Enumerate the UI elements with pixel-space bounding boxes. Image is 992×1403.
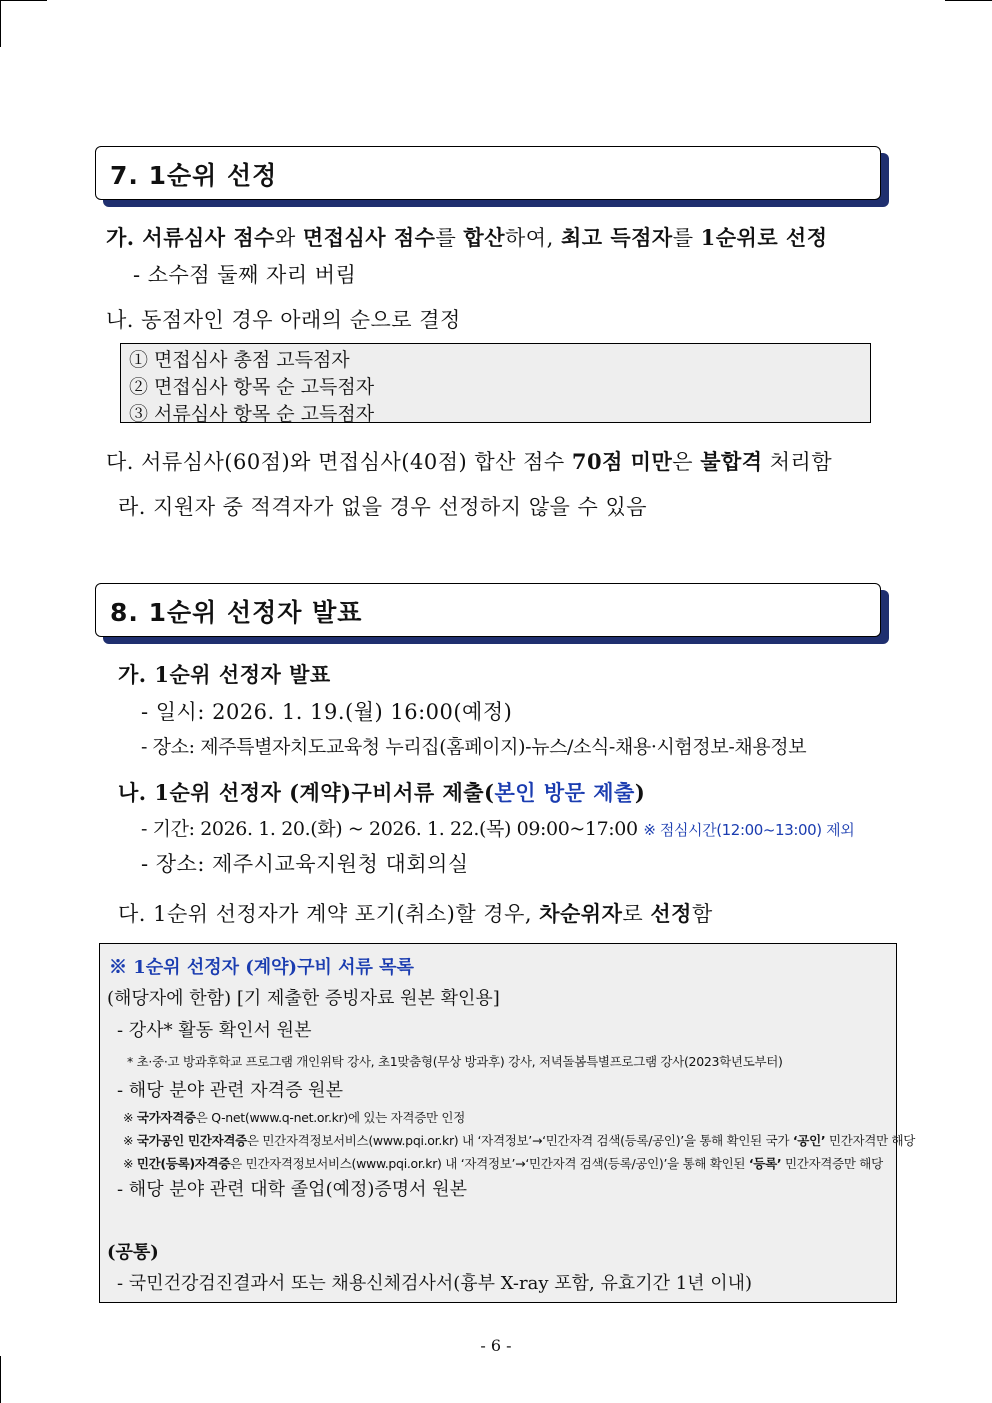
docs-item: - 해당 분야 관련 자격증 원본 bbox=[117, 1080, 343, 1101]
section7-title: 7. 1순위 선정 bbox=[110, 161, 278, 190]
docs-title: ※ 1순위 선정자 (계약)구비 서류 목록 bbox=[109, 957, 414, 978]
section7-da: 다. 서류심사(60점)와 면접심사(40점) 합산 점수 70점 미만은 불합격 처리함 bbox=[106, 449, 833, 474]
tie-item: ② 면접심사 항목 순 고득점자 bbox=[129, 376, 375, 398]
section8-ga: 가. 1순위 선정자 발표 bbox=[118, 662, 331, 687]
section8-ga-place: - 장소: 제주특별자치도교육청 누리집(홈페이지)-뉴스/소식-채용·시험정보-채용정보 bbox=[141, 736, 807, 758]
docs-applicable: (해당자에 한함) [기 제출한 증빙자료 원본 확인용] bbox=[107, 988, 500, 1009]
section8-da: 다. 1순위 선정자가 계약 포기(취소)할 경우, 차순위자로 선정함 bbox=[118, 901, 713, 926]
crop-mark bbox=[0, 0, 1, 47]
docs-note: ※ 국가자격증은 Q-net(www.q-net.or.kr)에 있는 자격증만 인정 bbox=[123, 1110, 465, 1125]
section7-ga-sub: - 소수점 둘째 자리 버림 bbox=[133, 263, 357, 287]
page-number: - 6 - bbox=[480, 1336, 512, 1355]
required-documents-box bbox=[99, 943, 916, 1303]
section8-ga-date: - 일시: 2026. 1. 19.(월) 16:00(예정) bbox=[141, 700, 513, 724]
crop-mark bbox=[945, 0, 992, 1]
section8-na-place: - 장소: 제주시교육지원청 대회의실 bbox=[141, 852, 469, 876]
docs-common: (공통) bbox=[107, 1242, 159, 1263]
crop-mark bbox=[0, 0, 47, 1]
section8-title: 8. 1순위 선정자 발표 bbox=[110, 598, 363, 627]
crop-mark bbox=[0, 1356, 1, 1403]
tie-item: ① 면접심사 총점 고득점자 bbox=[129, 349, 350, 371]
docs-note: ※ 민간(등록)자격증은 민간자격정보서비스(www.pqi.or.kr) 내 ‘자격정보’→‘민간자격 검색(등록/공인)’을 통해 확인된 ‘등록’ 민간자격증만 해당 bbox=[123, 1156, 883, 1171]
section8-na-period: - 기간: 2026. 1. 20.(화) ~ 2026. 1. 22.(목) 09:00~17:00 ※ 점심시간(12:00~13:00) 제외 bbox=[141, 818, 855, 840]
section7-ga: 가. 서류심사 점수와 면접심사 점수를 합산하여, 최고 득점자를 1순위로 선정 bbox=[106, 225, 828, 250]
docs-item: - 해당 분야 관련 대학 졸업(예정)증명서 원본 bbox=[117, 1179, 468, 1200]
docs-item: - 국민건강검진결과서 또는 채용신체검사서(흉부 X-ray 포함, 유효기간 1년 이내) bbox=[117, 1273, 753, 1294]
docs-item: - 강사* 활동 확인서 원본 bbox=[117, 1020, 312, 1041]
tie-break-box bbox=[120, 343, 871, 423]
section8-header bbox=[95, 583, 881, 637]
section7-na: 나. 동점자인 경우 아래의 순으로 결정 bbox=[106, 308, 461, 332]
docs-note: ※ 국가공인 민간자격증은 민간자격정보서비스(www.pqi.or.kr) 내 ‘자격정보’→‘민간자격 검색(등록/공인)’을 통해 확인된 국가 ‘공인’ 민간자격만 해당 bbox=[123, 1133, 916, 1148]
section7-header bbox=[95, 146, 881, 200]
tie-item: ③ 서류심사 항목 순 고득점자 bbox=[129, 403, 375, 425]
docs-item-note: * 초·중·고 방과후학교 프로그램 개인위탁 강사, 초1맞춤형(무상 방과후) 강사, 저녁돌봄특별프로그램 강사(2023학년도부터) bbox=[127, 1054, 783, 1069]
section8-na: 나. 1순위 선정자 (계약)구비서류 제출(본인 방문 제출) bbox=[118, 780, 646, 805]
section7-ra: 라. 지원자 중 적격자가 없을 경우 선정하지 않을 수 있음 bbox=[118, 495, 648, 519]
